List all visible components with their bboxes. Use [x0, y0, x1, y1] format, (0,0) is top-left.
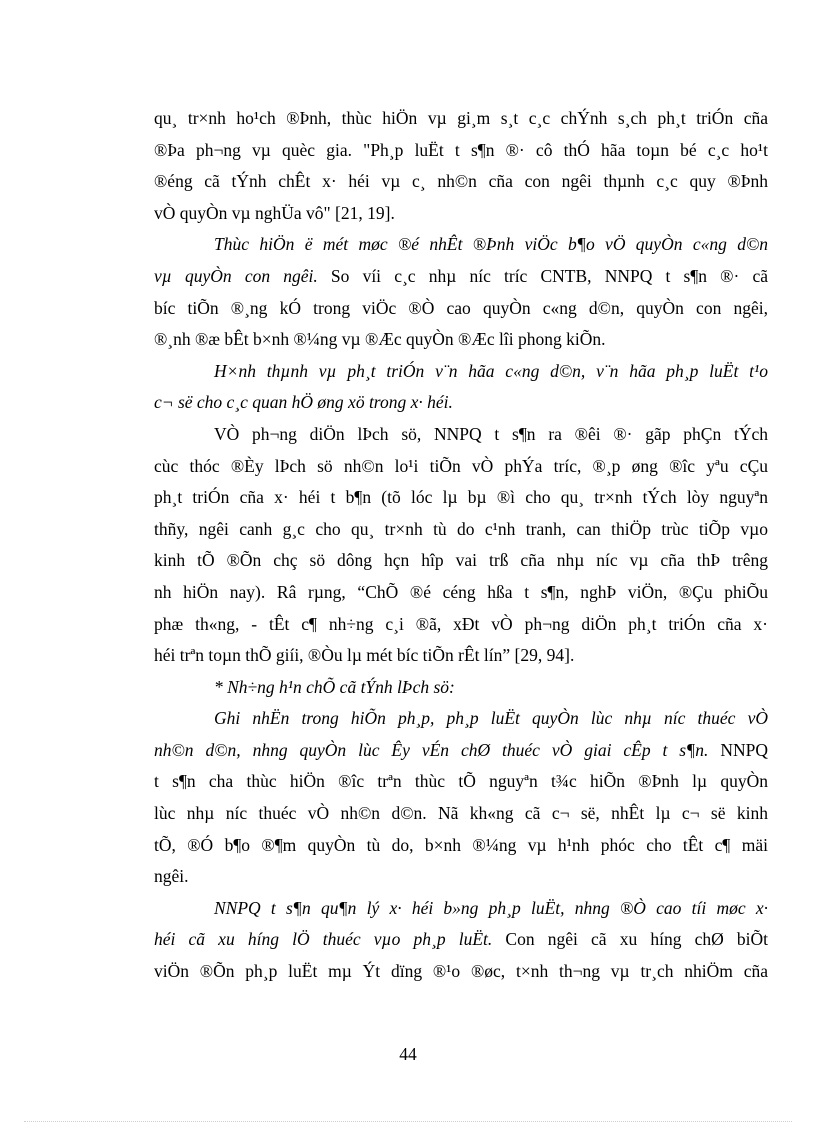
text-line — [154, 261, 768, 293]
text-line — [154, 735, 768, 767]
text-line: qu¸ tr×nh ho¹ch ®Þnh, thùc hiÖn vµ gi¸m s¸t c¸c chÝnh s¸ch ph¸t triÓn cña — [154, 108, 768, 128]
regular-run: NNPQ — [708, 739, 768, 760]
text-line: ®éng cã tÝnh chÊt x· héi vµ c¸ nh©n cña con ngêi thµnh c¸c quy ®Þnh — [154, 171, 768, 192]
text-line — [154, 924, 768, 956]
text-line: * Nh÷ng h¹n chÕ cã tÝnh lÞch sö: — [214, 676, 455, 697]
text-line: c¬ së cho c¸c quan hÖ øng xö trong x· héi. — [154, 392, 453, 413]
text-line: NNPQ t s¶n qu¶n lý x· héi b»ng ph¸p luËt, nhng ®Ò cao tíi møc x· — [214, 897, 768, 918]
text-line: ph¸t triÓn cña x· héi t b¶n (tõ lóc lµ bµ ®ì cho qu¸ tr×nh tÝch lòy nguyªn — [154, 487, 768, 508]
text-line: bíc tiÕn ®¸ng kÓ trong viÖc ®Ò cao quyÒn c«ng d©n, quyÒn con ngêi, — [154, 297, 768, 318]
italic-run: vµ quyÒn con ngêi. — [154, 265, 318, 286]
text-line: Thùc hiÖn ë mét møc ®é nhÊt ®Þnh viÖc b¶o vÖ quyÒn c«ng d©n — [214, 234, 768, 255]
text-line: phæ th«ng, - tÊt c¶ nh÷ng c¸i ®ã, xÐt vÒ ph¬ng diÖn ph¸t triÓn cña x· — [154, 613, 768, 634]
text-line: kinh tÕ ®Õn chç sö dông hçn hîp vai trß cña nhµ níc vµ cña thÞ trêng — [154, 550, 768, 571]
text-line: viÖn ®Õn ph¸p luËt mµ Ýt dïng ®¹o ®øc, t×nh th¬ng vµ tr¸ch nhiÖm cña — [154, 961, 768, 982]
italic-run: héi cã xu híng lÖ thuéc vµo ph¸p luËt. — [154, 929, 493, 950]
text-line: ®Þa ph¬ng vµ quèc gia. "Ph¸p luËt t s¶n ®· cô thÓ hãa toµn bé c¸c ho¹t — [154, 139, 768, 160]
text-line: nh hiÖn nay). Râ rµng, “ChÕ ®é céng hßa t s¶n, nghÞ viÖn, ®Çu phiÕu — [154, 581, 768, 602]
text-line: ngêi. — [154, 866, 189, 887]
text-line: héi trªn toµn thÕ giíi, ®Òu lµ mét bíc tiÕn rÊt lín” [29, 94]. — [154, 645, 575, 666]
italic-run: nh©n d©n, nhng quyÒn lùc Êy vÉn chØ thuéc vÒ giai cÊp t s¶n. — [154, 739, 709, 760]
text-line: vÒ quyÒn vµ nghÜa vô" [21, 19]. — [154, 202, 395, 223]
regular-run: Con ngêi cã xu híng chØ biÕt — [492, 929, 768, 950]
text-line: H×nh thµnh vµ ph¸t triÓn v¨n hãa c«ng d©n, v¨n hãa ph¸p luËt t¹o — [214, 360, 768, 381]
text-line: t s¶n cha thùc hiÖn ®îc trªn thùc tÕ nguyªn t¾c hiÕn ®Þnh lµ quyÒn — [154, 771, 768, 792]
text-line: tÕ, ®Ó b¶o ®¶m quyÒn tù do, b×nh ®¼ng vµ h¹nh phóc cho tÊt c¶ mäi — [154, 834, 768, 855]
text-line: ®¸nh ®æ bÊt b×nh ®¼ng vµ ®Æc quyÒn ®Æc lîi phong kiÕn. — [154, 329, 606, 350]
text-line: lùc nhµ níc thuéc vÒ nh©n d©n. Nã kh«ng cã c¬ së, nhÊt lµ c¬ së kinh — [154, 803, 768, 824]
text-line: thñy, ngêi canh g¸c cho qu¸ tr×nh tù do c¹nh tranh, can thiÖp trùc tiÕp vµo — [154, 518, 768, 539]
page-bottom-rule — [24, 1121, 792, 1122]
text-line: cùc thóc ®Èy lÞch sö nh©n lo¹i tiÕn vÒ phÝa tríc, ®¸p øng ®îc yªu cÇu — [154, 455, 768, 476]
text-line: Ghi nhËn trong hiÕn ph¸p, ph¸p luËt quyÒn lùc nhµ níc thuéc vÒ — [214, 708, 768, 729]
page-number: 44 — [399, 1044, 417, 1064]
body-text — [154, 103, 768, 988]
regular-run: So víi c¸c nhµ níc tríc CNTB, NNPQ t s¶n ®· cã — [317, 265, 768, 286]
text-line: VÒ ph¬ng diÖn lÞch sö, NNPQ t s¶n ra ®êi ®· gãp phÇn tÝch — [214, 423, 768, 444]
